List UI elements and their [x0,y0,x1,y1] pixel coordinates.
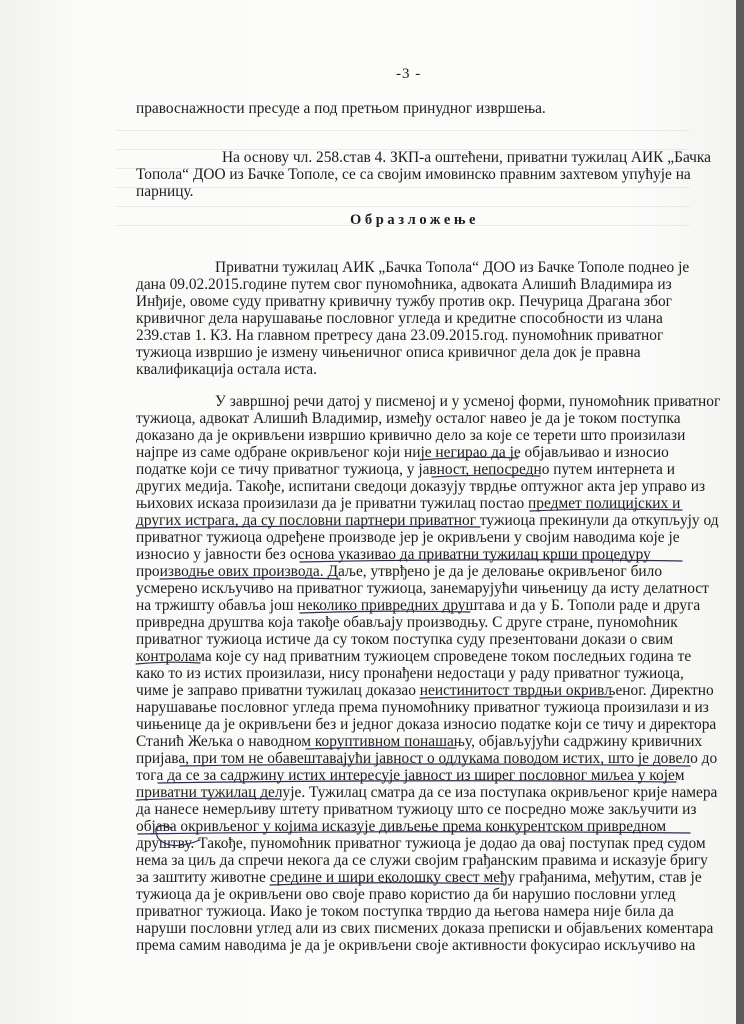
text-line: Инђије, овоме суду приватну кривичну тужбу против окр. Печурица Драгана због [136,293,672,310]
text-line: контролама које су над приватним тужиоцем спроведене током последњих година те [136,648,692,665]
text-line: приватног тужиоца одређене производе јер је окривљени у својим наводима које је [136,529,680,546]
text-line: кривичног дела нарушавање пословног угледа и кредитне способности из члана [136,310,663,327]
text-line: према самим наводима је да је окривљени своје активности фокусирао искључиво на [136,937,696,954]
text-line: У завршној речи датој у писменој и у усменој форми, пуномоћник приватног [215,393,721,410]
intro-line: правоснажности пресуде а под претњом принудног извршења. [136,100,546,117]
text-line: приватног тужиоца. Иако је током поступка тврдио да његова намера није била да [136,903,674,920]
text-line: тужиоца извршио је измену чињеничног описа кривичног дела док је правна [136,344,641,361]
text-line: парницу. [136,183,194,200]
text-line: нарушавање пословног угледа према пуномоћнику приватног тужиоца произилази и из [136,699,709,716]
text-line: чињенице да је окривљени без и једног доказа износио податке који се тичу и директора [136,716,717,733]
text-line: дана 09.02.2015.године путем свог пуномоћника, адвоката Алишић Владимира из [136,276,672,293]
text-line: чиме је заправо приватни тужилац доказао неистинитост тврдњи окривљеног. Директно [136,682,714,699]
text-line: друштву. Такође, пуномоћник приватног тужиоца је додао да овај поступак пред судом [136,835,706,852]
text-line: тога да се за садржину истих интересује јавност из ширег пословног миљеа у којем [136,767,685,784]
text-line: за заштиту животне средине и шири еколошку свест међу грађанима, међутим, став је [136,869,702,886]
text-line: Топола“ ДОО из Бачке Тополе, се са својим имовинско правним захтевом упућује на [136,166,691,183]
text-line: приватни тужилац делује. Тужилац сматра да се иза поступака окривљеног крије намера [136,784,718,801]
text-line: квалификација остала иста. [136,361,317,378]
text-line: привредна друштва која такође обављају производњу. С друге стране, пуномоћник [136,614,678,631]
text-line: на тржишту обавља још неколико привредних друштава и да у Б. Тополи раде и друга [136,597,701,614]
text-line: да нанесе немерљиву штету приватном тужиоцу што се посредно може закључити из [136,801,697,818]
text-line: објава окривљеног у којима исказује дивљење према конкурентском привредном [136,818,667,835]
text-line: приватног тужиоца истиче да су током поступка суду презентовани докази о свим [136,631,674,648]
text-line: нема за циљ да спречи некога да се служи својим грађанским правима и исказује бригу [136,852,708,869]
text-line: како то из истих произилази, нису пронађени недостаци у раду приватног тужиоца, [136,665,684,682]
text-line: Приватни тужилац АИК „Бачка Топола“ ДОО из Бачке Тополе поднео је [215,259,690,276]
text-line: других истрага, да су пословни партнери приватног тужиоца прекинули да откупљују од [136,512,719,529]
text-line: доказано да је окривљени извршио кривично дело за које се терети што произилази [136,427,686,444]
text-line: усмерено искључиво на приватног тужиоца, занемарујући чињеницу да исту делатност [136,580,709,597]
text-line: њихових исказа произилази да је приватни тужилац постао предмет полицијских и [136,495,681,512]
scanner-edge [736,0,744,1024]
text-line: тужиоца, адвокат Алишић Владимир, између осталог навео је да је током поступка [136,410,681,427]
text-line: најпре из саме одбране окривљеног који није негирао да је објављивао и износио [136,444,669,461]
text-line: тужиоца да је окривљени ово своје право користио да би нарушио пословни углед [136,886,676,903]
text-line: износио у јавности без основа указивао да приватни тужилац крши процедуру [136,546,651,563]
text-line: податке који се тичу приватног тужиоца, у јавност, непосредно путем интернета и [136,461,675,478]
text-line: наруши пословни углед али из свих писмених доказа преписки и објављених коментара [136,920,714,937]
text-line: Станић Жељка о наводном коруптивном понашању, објављујући садржину кривичних [136,733,703,750]
page-number: -3 - [396,66,422,82]
text-line: других медија. Такође, испитани сведоци доказују тврдње оптужног акта јер управо из [136,478,706,495]
text-line: производње ових производа. Даље, утврђено је да је деловање окривљеног било [136,563,663,580]
section-heading: Образложење [350,212,480,228]
text-line: На основу чл. 258.став 4. ЗКП-а оштећени, приватни тужилац АИК „Бачка [222,149,711,166]
text-line: пријава, при том не обавештавајући јавност о одлукама поводом истих, што је довело до [136,750,718,767]
text-line: 239.став 1. КЗ. На главном претресу дана 23.09.2015.год. пуномоћник приватног [136,327,664,344]
